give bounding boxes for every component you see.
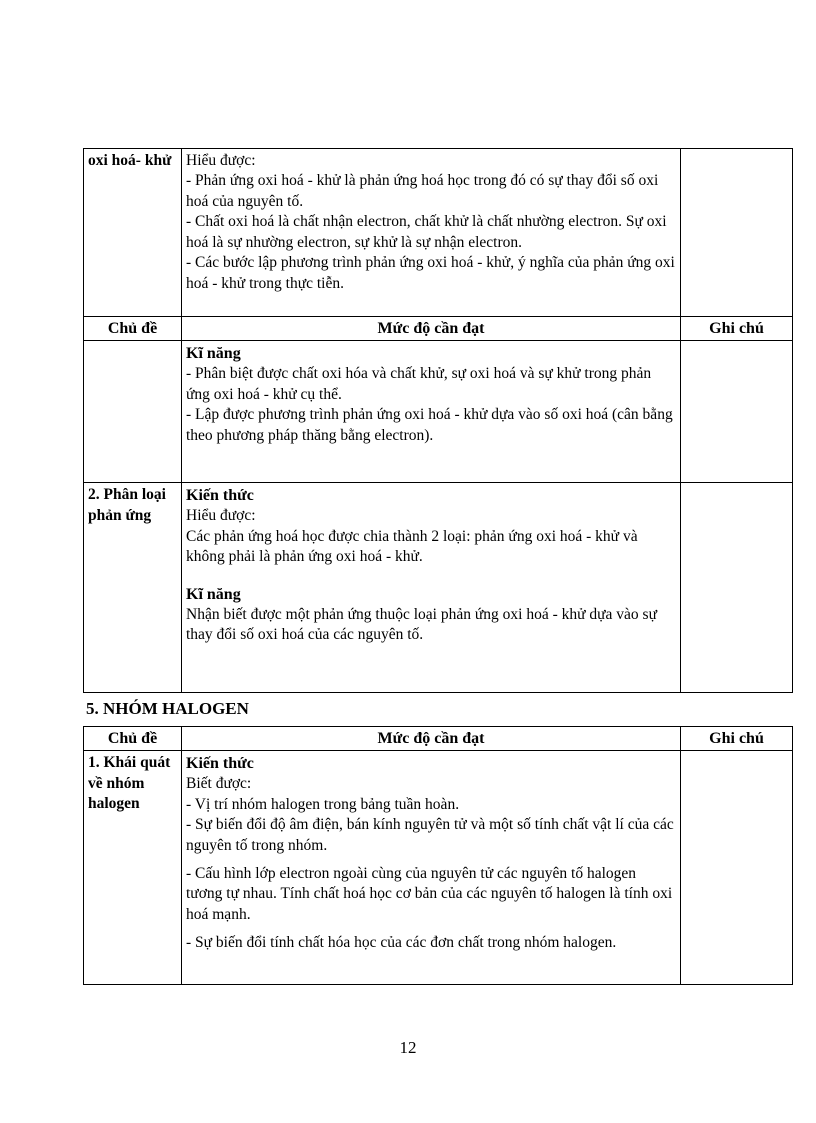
content-line: - Lập được phương trình phản ứng oxi hoá - khử dựa vào số oxi hoá (cân bằng theo phương pháp thăng bằng electron). xyxy=(186,406,673,444)
table-row xyxy=(84,149,793,317)
header-row xyxy=(84,727,793,751)
header-topic: Chủ đề xyxy=(84,317,182,341)
skills-heading: Kĩ năng xyxy=(186,585,241,603)
topic-cell xyxy=(84,341,182,483)
content-cell xyxy=(182,751,681,985)
spacer xyxy=(186,925,676,933)
table-row xyxy=(84,751,793,985)
topic-cell: 2. Phân loại phản ứng xyxy=(84,483,182,693)
content-line: Hiểu được: xyxy=(186,507,256,525)
content-line: - Chất oxi hoá là chất nhận electron, chất khử là chất nhường electron. Sự oxi hoá là sự nhường electron, sự khử là sự nhận electron. xyxy=(186,213,667,251)
note-cell xyxy=(681,341,793,483)
header-note: Ghi chú xyxy=(681,317,793,341)
content-line: - Sự biến đổi tính chất hóa học của các đơn chất trong nhóm halogen. xyxy=(186,934,617,952)
content-line: Nhận biết được một phản ứng thuộc loại phản ứng oxi hoá - khử dựa vào sự thay đổi số oxi hoá của các nguyên tố. xyxy=(186,605,657,644)
content-cell xyxy=(182,341,681,483)
topic-cell: 1. Khái quát về nhóm halogen xyxy=(84,751,182,985)
header-level: Mức độ cần đạt xyxy=(182,727,681,751)
note-cell xyxy=(681,483,793,693)
content-line: Các phản ứng hoá học được chia thành 2 loại: phản ứng oxi hoá - khử và không phải là phản ứng oxi hoá - khử. xyxy=(186,527,638,566)
content-line: - Phản ứng oxi hoá - khử là phản ứng hoá học trong đó có sự thay đổi số oxi hoá của nguyên tố. xyxy=(186,172,659,210)
spacer xyxy=(186,568,676,584)
content-line: - Vị trí nhóm halogen trong bảng tuần hoàn. xyxy=(186,795,460,813)
content-line: - Các bước lập phương trình phản ứng oxi hoá - khử, ý nghĩa của phản ứng oxi hoá - khử trong thực tiễn. xyxy=(186,254,675,292)
topic-cell: oxi hoá- khử xyxy=(84,149,182,317)
content-cell xyxy=(182,149,681,317)
content-line: Hiểu được: xyxy=(186,152,256,169)
table-row xyxy=(84,341,793,483)
header-note: Ghi chú xyxy=(681,727,793,751)
curriculum-table-1 xyxy=(83,148,793,693)
header-level: Mức độ cần đạt xyxy=(182,317,681,341)
header-topic: Chủ đề xyxy=(84,727,182,751)
spacer xyxy=(186,856,676,864)
content-line: - Phân biệt được chất oxi hóa và chất khử, sự oxi hoá và sự khử trong phản ứng oxi hoá - khử cụ thể. xyxy=(186,365,652,403)
note-cell xyxy=(681,751,793,985)
content-line: - Sự biến đổi độ âm điện, bán kính nguyên tử và một số tính chất vật lí của các nguyên tố trong nhóm. xyxy=(186,816,674,854)
note-cell xyxy=(681,149,793,317)
knowledge-heading: Kiến thức xyxy=(186,487,254,505)
page-number: 12 xyxy=(399,1038,417,1057)
header-row xyxy=(84,317,793,341)
knowledge-heading: Kiến thức xyxy=(186,755,254,773)
curriculum-table-2 xyxy=(83,726,793,985)
section-title: 5. NHÓM HALOGEN xyxy=(86,699,249,718)
content-line: Biết được: xyxy=(186,775,252,793)
content-line: - Cấu hình lớp electron ngoài cùng của nguyên tử các nguyên tố halogen tương tự nhau. Tính chất hoá học cơ bản của các nguyên tố halogen là tính oxi hoá mạnh. xyxy=(186,865,673,923)
content-cell xyxy=(182,483,681,693)
skills-heading: Kĩ năng xyxy=(186,345,241,363)
table-row xyxy=(84,483,793,693)
